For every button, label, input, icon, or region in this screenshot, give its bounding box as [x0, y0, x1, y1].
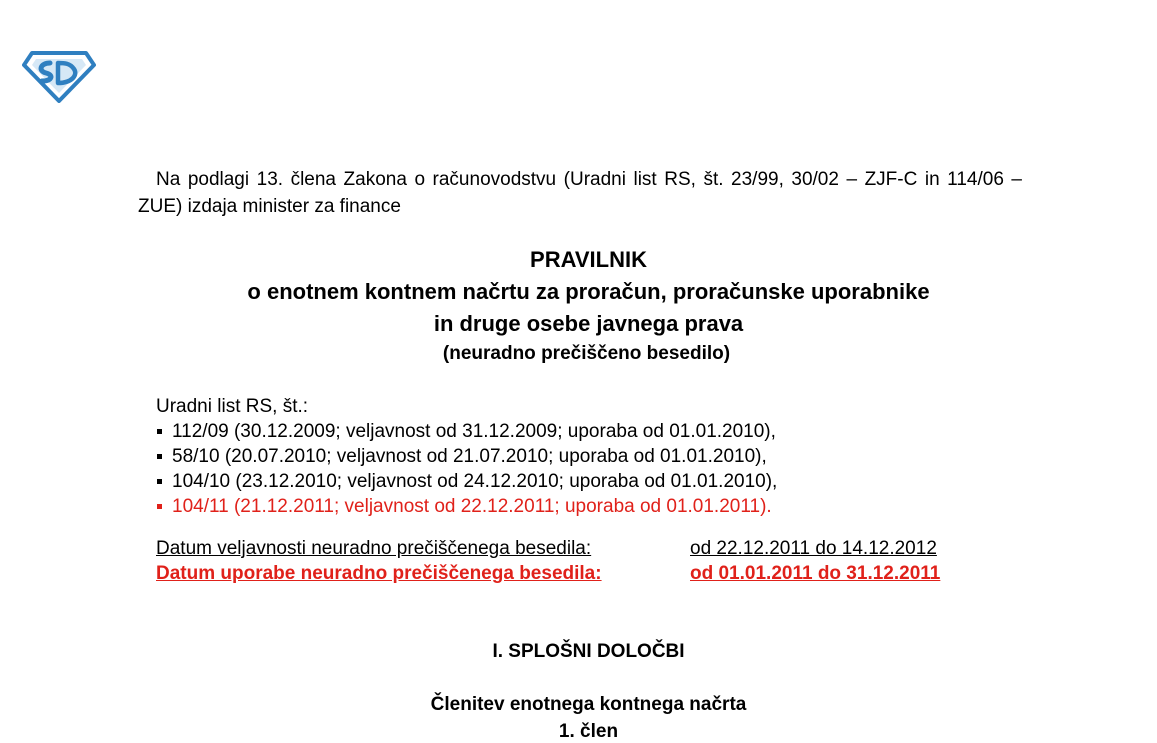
document-subtitle-line-2: in druge osebe javnega prava [433, 311, 744, 336]
gazette-item: 104/10 (23.12.2010; veljavnost od 24.12.2010; uporaba od 01.01.2010), [156, 469, 1036, 494]
usage-row [156, 561, 1056, 586]
intro-paragraph: Na podlagi 13. člena Zakona o računovodstvu (Uradni list RS, št. 23/99, 30/02 – ZJF-C in 114/06 – ZUE) izdaja minister za finance [138, 169, 1022, 217]
gazette-item-latest: 104/11 (21.12.2011; veljavnost od 22.12.2011; uporaba od 01.01.2011). [156, 494, 1036, 519]
document-subtitle-line-1: o enotnem kontnem načrtu za proračun, proračunske uporabnike [247, 279, 930, 304]
article-heading: 1. člen [558, 721, 619, 742]
validity-row [156, 536, 1056, 561]
gazette-heading: Uradni list RS, št.: [156, 396, 309, 417]
validity-label: Datum veljavnosti neuradno prečiščenega besedila: [156, 538, 592, 559]
sd-logo [22, 51, 96, 103]
section-heading: Členitev enotnega kontnega načrta [430, 694, 747, 715]
gazette-list [156, 419, 1036, 519]
document-title: PRAVILNIK [530, 247, 647, 272]
chapter-heading: I. SPLOŠNI DOLOČBI [492, 641, 685, 662]
document-note: (neuradno prečiščeno besedilo) [442, 343, 731, 364]
gazette-item: 58/10 (20.07.2010; veljavnost od 21.07.2010; uporaba od 01.01.2010), [156, 444, 1036, 469]
document-title-block [0, 244, 1157, 368]
sd-logo-icon [22, 51, 96, 103]
gazette-item: 112/09 (30.12.2009; veljavnost od 31.12.2009; uporaba od 01.01.2010), [156, 419, 1036, 444]
usage-label: Datum uporabe neuradno prečiščenega besedila: [156, 563, 602, 584]
gazette-references [156, 394, 1036, 519]
usage-value: od 01.01.2011 do 31.12.2011 [690, 563, 941, 584]
validity-block [156, 536, 1056, 586]
validity-value: od 22.12.2011 do 14.12.2012 [690, 538, 937, 559]
